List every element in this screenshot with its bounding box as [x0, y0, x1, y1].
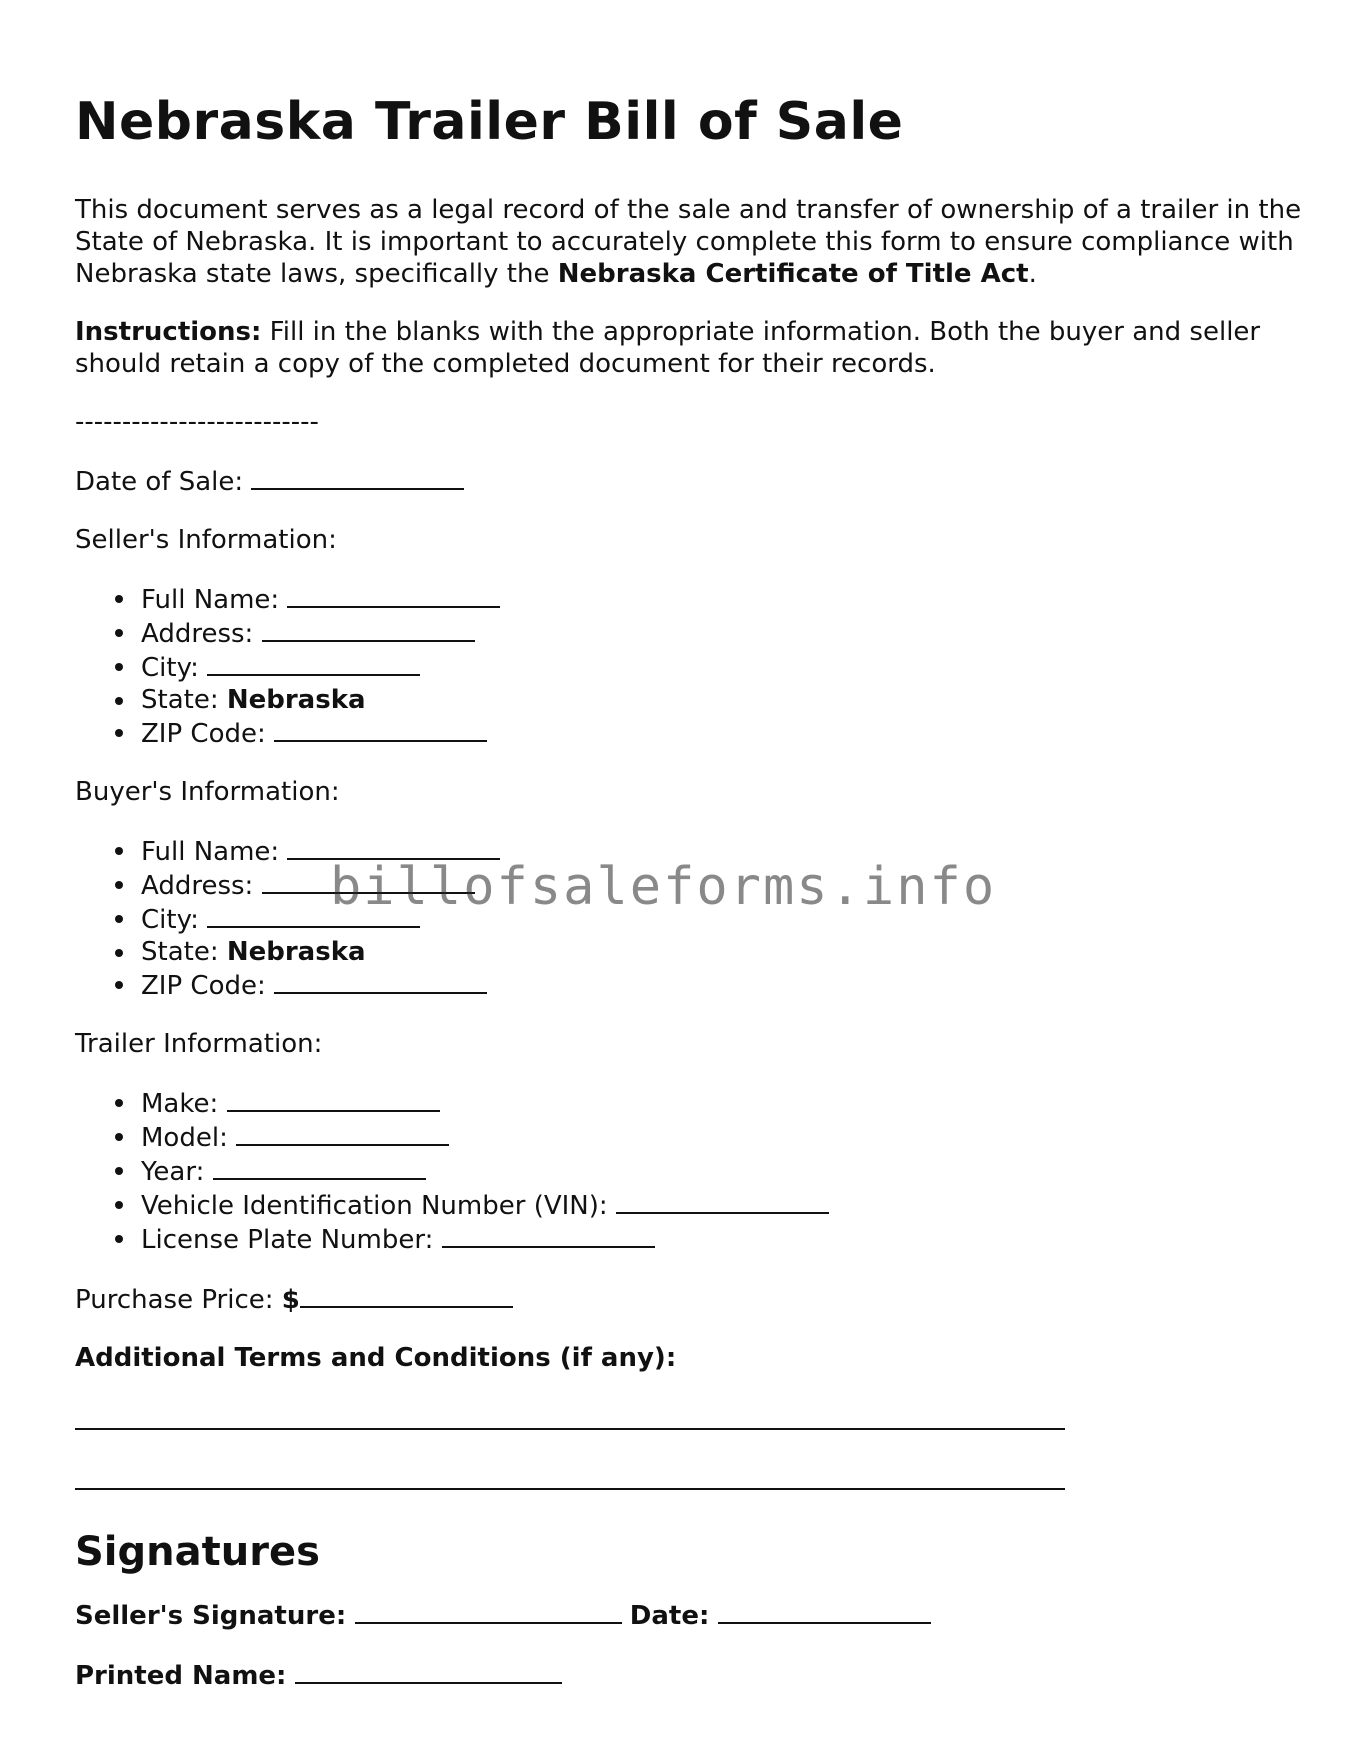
list-item [141, 616, 1305, 650]
purchase-price-field[interactable] [300, 1282, 513, 1308]
list-item [141, 968, 1305, 1002]
seller-heading: Seller's Information: [75, 525, 337, 555]
trailer-info-list [75, 1086, 1305, 1256]
seller-address-label: Address: [141, 619, 254, 649]
seller-info-list [75, 582, 1305, 750]
seller-city-label: City: [141, 653, 199, 683]
trailer-heading: Trailer Information: [75, 1029, 323, 1059]
list-item [141, 716, 1305, 750]
buyer-address-field[interactable] [262, 868, 475, 894]
seller-zip-label: ZIP Code: [141, 719, 266, 749]
seller-full-name-field[interactable] [287, 582, 500, 608]
buyer-city-label: City: [141, 905, 199, 935]
list-item [141, 582, 1305, 616]
trailer-model-label: Model: [141, 1123, 228, 1153]
additional-terms-label [75, 1342, 1305, 1374]
additional-terms-heading: Additional Terms and Conditions (if any): [75, 1343, 677, 1373]
purchase-price-row [75, 1282, 1305, 1316]
trailer-model-field[interactable] [236, 1120, 449, 1146]
seller-state-value: Nebraska [226, 685, 366, 715]
trailer-vin-field[interactable] [616, 1188, 829, 1214]
currency-symbol: $ [281, 1285, 300, 1315]
buyer-address-label: Address: [141, 871, 254, 901]
seller-zip-field[interactable] [274, 716, 487, 742]
buyer-full-name-label: Full Name: [141, 837, 280, 867]
signatures-heading: Signatures [75, 1529, 320, 1575]
date-of-sale-label: Date of Sale: [75, 467, 244, 497]
list-item [141, 868, 1305, 902]
list-item [141, 936, 1305, 968]
date-of-sale-field[interactable] [251, 464, 464, 490]
trailer-make-label: Make: [141, 1089, 219, 1119]
intro-text-end: . [1028, 259, 1037, 289]
list-item [141, 902, 1305, 936]
document-page [75, 92, 1305, 1718]
list-item [141, 1188, 1305, 1222]
list-item [141, 834, 1305, 868]
seller-state-label: State: [141, 685, 219, 715]
separator: -------------------------- [75, 407, 319, 437]
trailer-year-label: Year: [141, 1157, 205, 1187]
buyer-full-name-field[interactable] [287, 834, 500, 860]
trailer-plate-label: License Plate Number: [141, 1225, 434, 1255]
instructions-label: Instructions: [75, 317, 262, 347]
intro-paragraph [75, 194, 1305, 290]
buyer-zip-label: ZIP Code: [141, 971, 266, 1001]
seller-signature-label: Seller's Signature: [75, 1601, 347, 1631]
buyer-heading: Buyer's Information: [75, 777, 340, 807]
trailer-year-field[interactable] [213, 1154, 426, 1180]
printed-name-label: Printed Name: [75, 1661, 287, 1691]
intro-text: This document serves as a legal record of the sale and transfer of ownership of a trailer in the State of Nebraska. It is important to accurately complete this form to ensure compliance with Nebraska state laws, specifically the [75, 195, 1302, 289]
seller-city-field[interactable] [207, 650, 420, 676]
buyer-state-label: State: [141, 937, 219, 967]
buyer-info-list [75, 834, 1305, 1002]
list-item [141, 1086, 1305, 1120]
seller-signature-field[interactable] [355, 1598, 622, 1624]
terms-line-1[interactable] [75, 1400, 1065, 1430]
buyer-city-field[interactable] [207, 902, 420, 928]
buyer-zip-field[interactable] [274, 968, 487, 994]
printed-name-row [75, 1658, 1305, 1692]
purchase-price-label: Purchase Price: [75, 1285, 274, 1315]
signature-date-field[interactable] [718, 1598, 931, 1624]
watermark-text: billofsaleforms.info [330, 857, 997, 917]
seller-address-field[interactable] [262, 616, 475, 642]
list-item [141, 684, 1305, 716]
terms-line-2[interactable] [75, 1460, 1065, 1490]
spacer [75, 1520, 1305, 1528]
instructions-paragraph [75, 316, 1305, 380]
list-item [141, 1120, 1305, 1154]
seller-signature-row [75, 1598, 1305, 1632]
list-item [141, 1154, 1305, 1188]
signature-date-label: Date: [629, 1601, 710, 1631]
trailer-plate-field[interactable] [442, 1222, 655, 1248]
list-item [141, 1222, 1305, 1256]
date-of-sale-row [75, 464, 1305, 498]
instructions-text: Fill in the blanks with the appropriate information. Both the buyer and seller should retain a copy of the completed document for their records. [75, 317, 1261, 379]
law-name: Nebraska Certificate of Title Act [557, 259, 1029, 289]
trailer-make-field[interactable] [227, 1086, 440, 1112]
printed-name-field[interactable] [295, 1658, 562, 1684]
seller-full-name-label: Full Name: [141, 585, 280, 615]
list-item [141, 650, 1305, 684]
trailer-vin-label: Vehicle Identification Number (VIN): [141, 1191, 608, 1221]
page-title: Nebraska Trailer Bill of Sale [75, 92, 904, 152]
buyer-state-value: Nebraska [226, 937, 366, 967]
